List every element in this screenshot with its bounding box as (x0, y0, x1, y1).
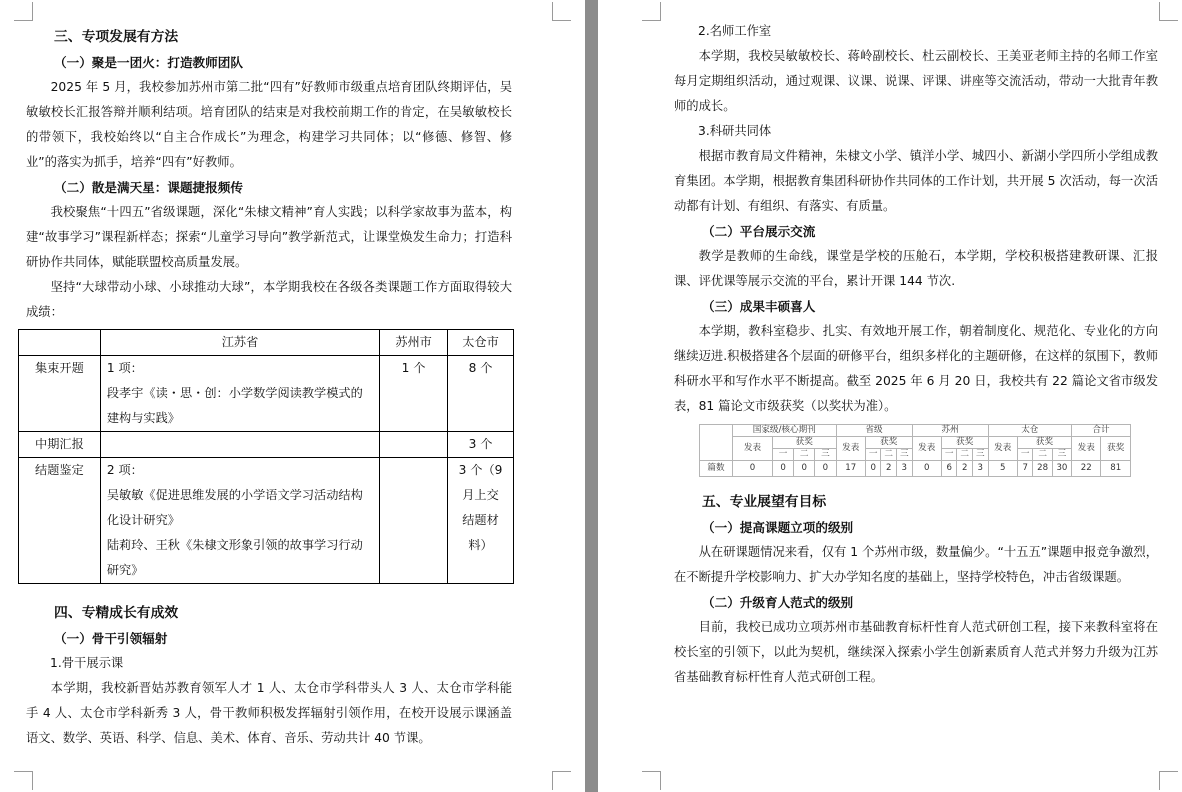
section-3-1-heading: （一）聚是一团火：打造教师团队 (54, 55, 243, 70)
section-4-2-heading: （二）平台展示交流 (702, 224, 816, 239)
award-level: 一 (773, 449, 794, 461)
right-page-content (674, 19, 1158, 419)
cell-line: 段孝宇《读・思・创：小学数学阅读教学模式的建构与实践》 (106, 386, 363, 425)
crop-mark (14, 771, 33, 790)
section-3-heading: 三、专项发展有方法 (54, 29, 179, 45)
crop-mark (552, 2, 571, 21)
paragraph: 目前，我校已成功立项苏州市基础教育标杆性育人范式研创工程，接下来教科室将在校长室的引领下，以此为契机，继续深入探索小学生创新素质育人范式并努力升级为江苏省基础教育标杆性育人范式研创工程。 (674, 620, 1158, 684)
award-header: 获奖 (773, 437, 836, 449)
publish-header: 发表 (988, 437, 1017, 461)
subheading: 1.骨干展示课 (50, 656, 124, 670)
table-header-cell: 太仓市 (448, 330, 514, 356)
crop-mark (1159, 771, 1178, 790)
table-row (19, 356, 514, 432)
jiangsu-cell (100, 458, 379, 584)
subheading: 3.科研共同体 (698, 124, 772, 138)
section-3-2-heading: （二）散是满天星：课题捷报频传 (54, 180, 243, 195)
value-cell: 0 (865, 461, 881, 477)
jiangsu-cell (100, 356, 379, 432)
value-cell: 2 (957, 461, 973, 477)
publish-header: 发表 (733, 437, 773, 461)
value-cell: 81 (1101, 461, 1131, 477)
section-5-1-heading: （一）提高课题立项的级别 (702, 520, 854, 535)
group-header: 省级 (836, 425, 912, 437)
table-header-cell (19, 330, 101, 356)
section-4-1-heading: （一）骨干引领辐射 (54, 631, 168, 646)
crop-mark (1159, 2, 1178, 21)
left-page-content-bottom (26, 601, 512, 751)
paragraph: 本学期，我校吴敏敏校长、蒋岭副校长、杜云副校长、王美亚老师主持的名师工作室每月定期组织活动，通过观课、议课、说课、评课、讲座等交流活动，带动一大批青年教师的成长。 (674, 49, 1158, 113)
value-cell: 0 (733, 461, 773, 477)
publish-header: 发表 (836, 437, 865, 461)
section-4-heading: 四、专精成长有成效 (54, 605, 179, 621)
publish-header: 发表 (1072, 437, 1101, 461)
award-header: 获奖 (1101, 437, 1131, 461)
group-header: 合计 (1072, 425, 1131, 437)
research-topics-table (18, 329, 514, 584)
value-cell: 28 (1033, 461, 1052, 477)
section-5-heading: 五、专业展望有目标 (702, 494, 827, 510)
document-page-right (598, 0, 1182, 792)
taicang-cell: 8 个 (448, 356, 514, 432)
value-cell: 5 (988, 461, 1017, 477)
table-header-cell: 江苏省 (100, 330, 379, 356)
crop-mark (552, 771, 571, 790)
jiangsu-cell (100, 432, 379, 458)
crop-mark (642, 771, 661, 790)
cell-line: 2 项： (106, 463, 143, 477)
award-level: 一 (941, 449, 957, 461)
paragraph: 我校聚焦“十四五”省级课题，深化“朱棣文精神”育人实践；以科学家故事为蓝本，构建“故事学习”课程新样态；探索“儿童学习导向”教学新范式，让课堂焕发生命力；打造科研协作共同体，赋能联盟校高质量发展。 (26, 205, 512, 269)
table-row (19, 432, 514, 458)
award-level: 三 (896, 449, 912, 461)
value-cell: 17 (836, 461, 865, 477)
section-4-3-heading: （三）成果丰硕喜人 (702, 299, 816, 314)
value-cell: 0 (912, 461, 941, 477)
papers-statistics-table (699, 424, 1131, 477)
row-label: 篇数 (700, 461, 733, 477)
suzhou-cell: 1 个 (380, 356, 448, 432)
table-header-row (19, 330, 514, 356)
corner-cell (700, 425, 733, 461)
award-level: 三 (973, 449, 989, 461)
suzhou-cell (380, 432, 448, 458)
value-cell: 0 (815, 461, 836, 477)
value-cell: 0 (794, 461, 815, 477)
left-page-content (26, 25, 512, 325)
paragraph: 根据市教育局文件精神，朱棣文小学、镇洋小学、城四小、新湖小学四所小学组成教育集团。本学期，根据教育集团科研协作共同体的工作计划，共开展 5 次活动，每一次活动都有计划、有组织、有落实、有质量。 (674, 149, 1158, 213)
table-row (19, 458, 514, 584)
award-level: 二 (881, 449, 897, 461)
award-header: 获奖 (865, 437, 912, 449)
award-level: 二 (1033, 449, 1052, 461)
crop-mark (14, 2, 33, 21)
publish-header: 发表 (912, 437, 941, 461)
award-level: 三 (1052, 449, 1071, 461)
taicang-cell: 3 个 (448, 432, 514, 458)
paragraph: 坚持“大球带动小球、小球推动大球”，本学期我校在各级各类课题工作方面取得较大成绩： (26, 280, 512, 319)
paragraph: 本学期，教科室稳步、扎实、有效地开展工作，朝着制度化、规范化、专业化的方向继续迈进.积极搭建各个层面的研修平台，组织多样化的主题研修，在这样的氛围下，教师科研水平和写作水平不断提高。截至 2025 年 6 月 20 日，我校共有 22 篇论文省市级发表，81 篇论文市级获奖（以奖状为准）。 (674, 324, 1158, 413)
award-header: 获奖 (941, 437, 988, 449)
award-level: 二 (957, 449, 973, 461)
group-header: 国家级/核心期刊 (733, 425, 837, 437)
award-level: 一 (865, 449, 881, 461)
suzhou-cell (380, 458, 448, 584)
cell-line: 陆莉玲、王秋《朱棣文形象引领的故事学习行动研究》 (106, 538, 363, 577)
paragraph: 本学期，我校新晋姑苏教育领军人才 1 人、太仓市学科带头人 3 人、太仓市学科能手 4 人、太仓市学科新秀 3 人，骨干教师积极发挥辐射引领作用，在校开设展示课涵盖语文、数学、英语、科学、信息、美术、体育、音乐、劳动共计 40 节课。 (26, 681, 512, 745)
award-level: 三 (815, 449, 836, 461)
row-label-cell: 中期汇报 (19, 432, 101, 458)
section-5-2-heading: （二）升级育人范式的级别 (702, 595, 854, 610)
value-cell: 2 (881, 461, 897, 477)
cell-line: 吴敏敏《促进思维发展的小学语文学习活动结构化设计研究》 (106, 488, 363, 527)
paragraph: 2025 年 5 月，我校参加苏州市第二批“四有”好教师市级重点培育团队终期评估，吴敏敏校长汇报答辩并顺利结项。培育团队的结束是对我校前期工作的肯定，在吴敏敏校长的带领下，我校始终以“自主合作成长”为理念，构建学习共同体；以“修德、修智、修业”的落实为抓手，培养“四有”好教师。 (26, 80, 512, 169)
award-header: 获奖 (1017, 437, 1071, 449)
crop-mark (642, 2, 661, 21)
table-header-cell: 苏州市 (380, 330, 448, 356)
document-page-left (0, 0, 585, 792)
award-level: 一 (1017, 449, 1033, 461)
taicang-cell: 3 个（9 月上交结题材料） (448, 458, 514, 584)
paragraph: 教学是教师的生命线，课堂是学校的压舱石，本学期，学校积极搭建教研课、汇报课、评优课等展示交流的平台，累计开课 144 节次. (674, 249, 1158, 288)
value-cell: 0 (773, 461, 794, 477)
award-level: 二 (794, 449, 815, 461)
value-cell: 22 (1072, 461, 1101, 477)
subheading: 2.名师工作室 (698, 24, 772, 38)
row-label-cell: 结题鉴定 (19, 458, 101, 584)
cell-line: 1 项： (106, 361, 143, 375)
group-header: 苏州 (912, 425, 988, 437)
value-cell: 6 (941, 461, 957, 477)
value-cell: 7 (1017, 461, 1033, 477)
value-cell: 3 (896, 461, 912, 477)
group-header: 太仓 (988, 425, 1072, 437)
value-cell: 30 (1052, 461, 1071, 477)
row-label-cell: 集束开题 (19, 356, 101, 432)
right-page-content-bottom (674, 490, 1158, 690)
paragraph: 从在研课题情况来看，仅有 1 个苏州市级，数量偏少。“十五五”课题申报竞争激烈，在不断提升学校影响力、扩大办学知名度的基础上，坚持学校特色，冲击省级课题。 (674, 545, 1158, 584)
value-cell: 3 (973, 461, 989, 477)
